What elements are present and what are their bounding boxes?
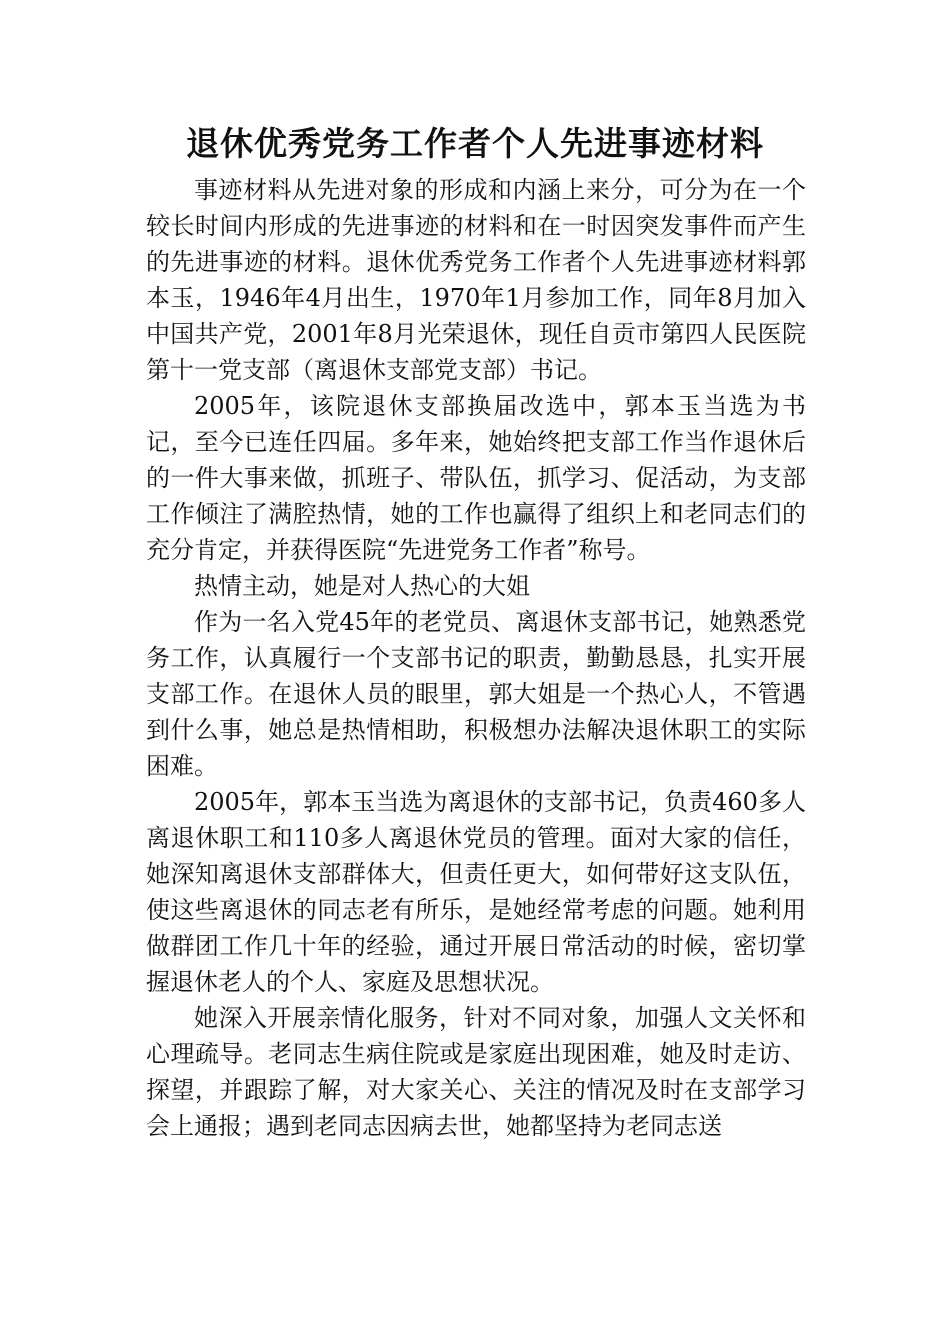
document-title: 退休优秀党务工作者个人先进事迹材料: [186, 124, 764, 163]
document-body: [146, 172, 806, 1144]
section-heading: 热情主动，她是对人热心的大姐: [194, 572, 530, 600]
paragraph-3: 作为一名入党45年的老党员、离退休支部书记，她熟悉党务工作，认真履行一个支部书记的职责，勤勤恳恳，扎实开展支部工作。在退休人员的眼里，郭大姐是一个热心人，不管遇到什么事，她总是热情相助，积极想办法解决退休职工的实际困难。: [146, 608, 806, 780]
paragraph-1: 事迹材料从先进对象的形成和内涵上来分，可分为在一个较长时间内形成的先进事迹的材料和在一时因突发事件而产生的先进事迹的材料。退休优秀党务工作者个人先进事迹材料郭本玉，1946年4月出生，1970年1月参加工作，同年8月加入中国共产党，2001年8月光荣退休，现任自贡市第四人民医院第十一党支部（离退休支部党支部）书记。: [146, 176, 806, 384]
paragraph-5: 她深入开展亲情化服务，针对不同对象，加强人文关怀和心理疏导。老同志生病住院或是家庭出现困难，她及时走访、探望，并跟踪了解，对大家关心、关注的情况及时在支部学习会上通报；遇到老同志因病去世，她都坚持为老同志送: [146, 1004, 806, 1140]
paragraph-2: 2005年，该院退休支部换届改选中，郭本玉当选为书记，至今已连任四届。多年来，她始终把支部工作当作退休后的一件大事来做，抓班子、带队伍，抓学习、促活动，为支部工作倾注了满腔热情，她的工作也赢得了组织上和老同志们的充分肯定，并获得医院“先进党务工作者”称号。: [146, 392, 806, 564]
paragraph-4: 2005年，郭本玉当选为离退休的支部书记，负责460多人离退休职工和110多人离退休党员的管理。面对大家的信任，她深知离退休支部群体大，但责任更大，如何带好这支队伍，使这些离退休的同志老有所乐，是她经常考虑的问题。她利用做群团工作几十年的经验，通过开展日常活动的时候，密切掌握退休老人的个人、家庭及思想状况。: [146, 788, 806, 996]
